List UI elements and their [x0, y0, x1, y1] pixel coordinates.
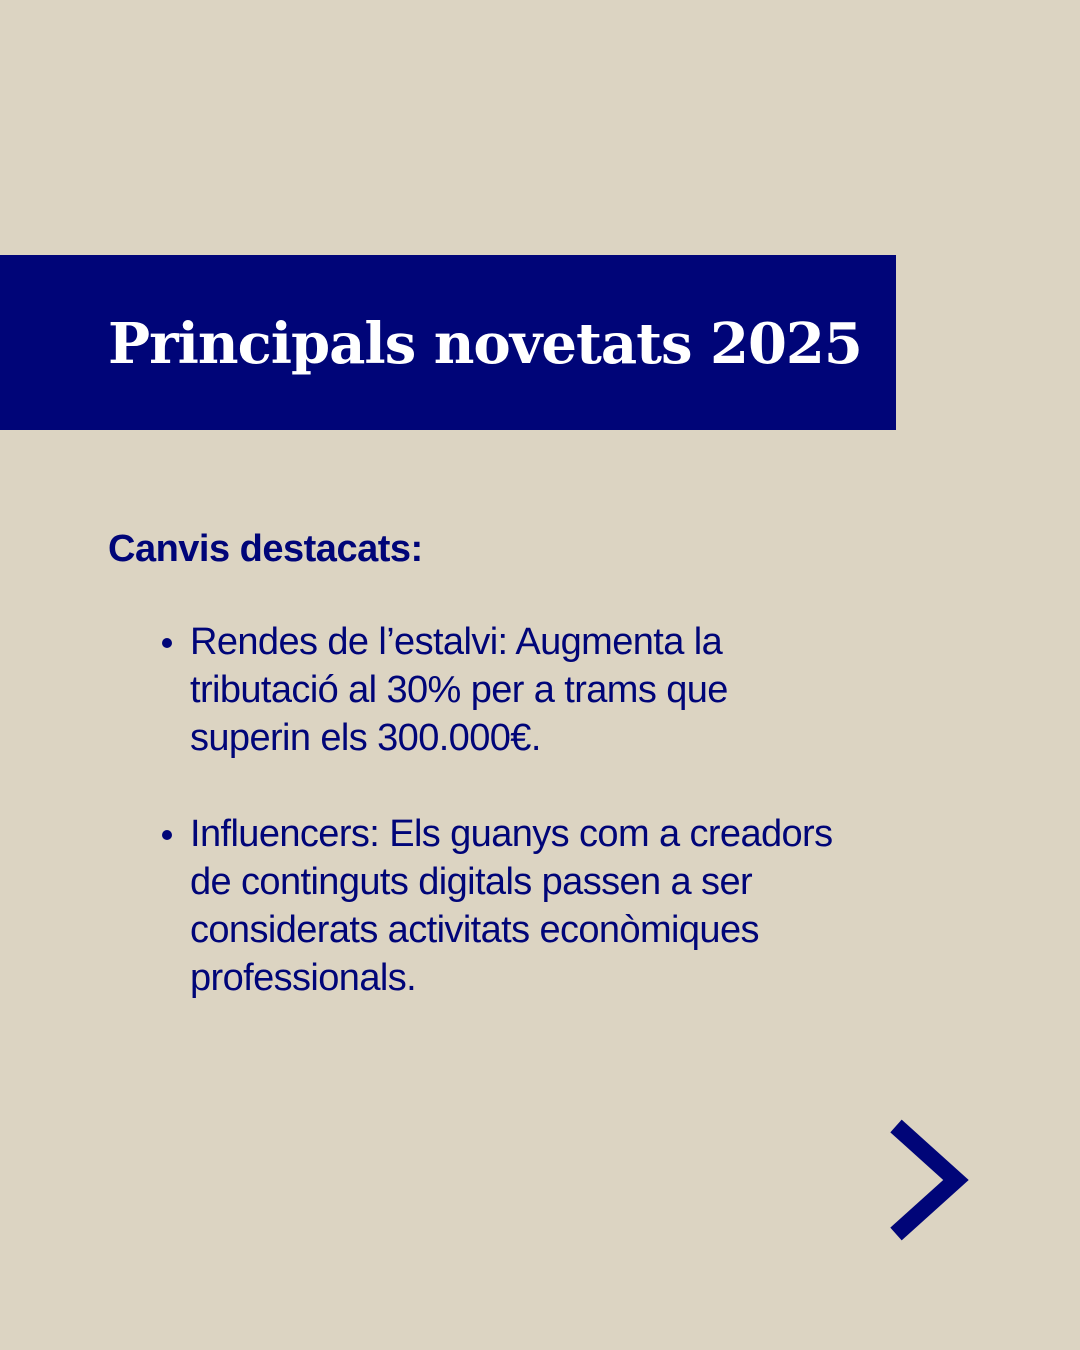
- section-heading: Canvis destacats:: [108, 528, 423, 570]
- changes-list: [190, 618, 850, 1050]
- bullet-icon: [162, 638, 172, 648]
- list-item: [190, 618, 850, 762]
- bullet-icon: [162, 830, 172, 840]
- list-item-text: Influencers: Els guanys com a creadors de continguts digitals passen a ser considerats activitats econòmiques professionals.: [190, 813, 833, 999]
- chevron-right-icon: [880, 1114, 980, 1246]
- page-title: Principals novetats 2025: [108, 311, 862, 377]
- next-slide-button[interactable]: [880, 1114, 980, 1246]
- list-item: [190, 810, 850, 1002]
- list-item-text: Rendes de l’estalvi: Augmenta la tributació al 30% per a trams que superin els 300.000€.: [190, 621, 728, 759]
